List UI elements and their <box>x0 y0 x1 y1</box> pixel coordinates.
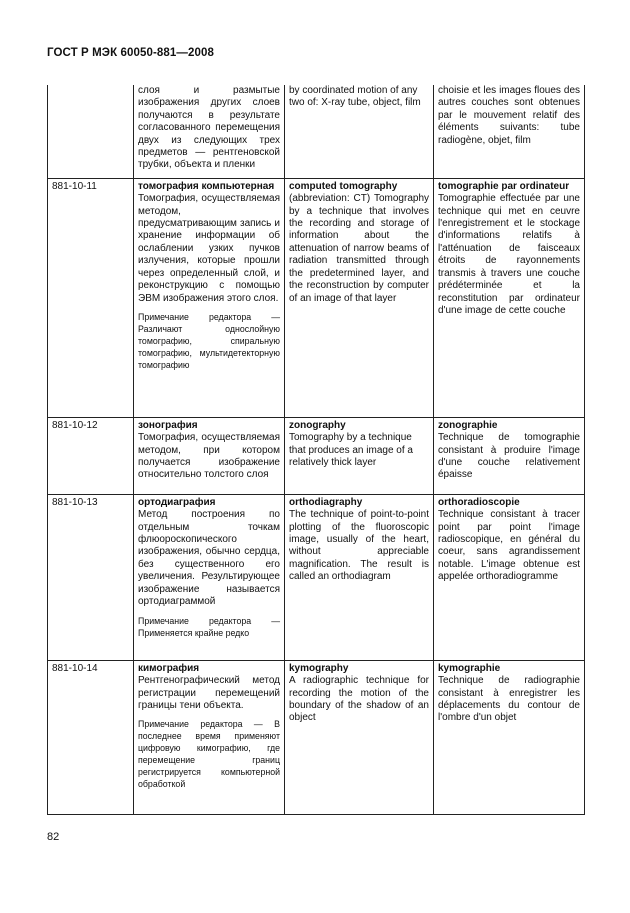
editor-note: Примечание редактора — Различают однослойную томографию, спиральную томографию, мультидетекторную томографию <box>138 311 280 370</box>
ru-cell <box>134 417 285 494</box>
term-ru: кимография <box>138 662 200 674</box>
editor-note: Примечание редактора — Применяется крайне редко <box>138 615 280 638</box>
ru-cell <box>134 494 285 660</box>
table-row <box>48 494 585 660</box>
fr-cell <box>434 417 585 494</box>
table-row <box>48 178 585 417</box>
definition-en: A radiographic technique for recording the motion of the boundary of the shadow of an object <box>289 675 429 724</box>
definition-fr: Technique de tomographie consistant à produire l'image d'une couche relativement épaisse <box>438 432 580 481</box>
term-en: computed tomography <box>289 180 398 192</box>
definition-fr: Tomographie effectuée par une technique qui met en ceuvre l'enregistrement et le stockage d'informations relatifs à l'atténuation de faisceaux étroits de rayonnements transmis à travers une couche prédéterminée et la reconstitution par ordinateur d'une image de cette couche <box>438 193 580 316</box>
definition-fr: choisie et les images floues des autres couches sont obtenues par le mouvement relatif des éléments suivants: tube radiogène, objet, film <box>438 85 580 146</box>
term-ru: зонография <box>138 419 198 431</box>
fr-cell <box>434 660 585 814</box>
definition-en: Tomography by a technique that produces an image of a relatively thick layer <box>289 432 413 469</box>
page-header: ГОСТ Р МЭК 60050-881—2008 <box>47 47 214 59</box>
definition-fr: Technique consistant à tracer point par point l'image radioscopique, en général du coeur, sans agrandissement notable. L'image obtenue est appelée orthoradiogramme <box>438 509 580 583</box>
fr-cell <box>434 494 585 660</box>
term-en: orthodiagraphy <box>289 496 363 508</box>
definition-ru: Рентгенографический метод регистрации перемещений границы тени объекта. <box>138 675 280 712</box>
definition-fr: Technique de radiographie consistant à enregistrer les déplacements du contour de l'ombre d'un objet <box>438 675 580 724</box>
page-number: 82 <box>47 831 60 843</box>
en-cell <box>285 494 434 660</box>
en-cell <box>285 178 434 417</box>
term-fr: zonographie <box>438 419 498 431</box>
term-ru: томография компьютерная <box>138 180 275 192</box>
term-number: 881-10-14 <box>48 660 134 814</box>
table-row <box>48 417 585 494</box>
definition-ru: слоя и размытые изображения других слоев получаются в результате согласованного перемещения двух из следующих трех предметов — рентгеновской трубки, объекта и пленки <box>138 85 280 171</box>
definition-ru: Метод построения по отдельным точкам флюороскопического изображения, обычно сердца, без существенного его увеличения. Результирующее изображение называется ортодиаграммой <box>138 509 280 608</box>
term-number: 881-10-12 <box>48 417 134 494</box>
terms-table <box>47 85 585 815</box>
ru-cell <box>134 178 285 417</box>
table-row <box>48 660 585 814</box>
definition-en: The technique of point-to-point plotting of the fluoroscopic image, usually of the heart, without appreciable magnification. The result is called an orthodiagram <box>289 509 429 583</box>
table-row-continuation <box>48 85 585 178</box>
definition-ru: Томография, осуществляемая методом, при котором получается изображение относительно толстого слоя <box>138 432 280 481</box>
continuation-ru-cell <box>134 85 285 178</box>
term-fr: kymographie <box>438 662 501 674</box>
ru-cell <box>134 660 285 814</box>
term-en: kymography <box>289 662 349 674</box>
editor-note: Примечание редактора — В последнее время применяют цифровую кимографию, где перемещение границ регистрируется компьютерной обработкой <box>138 719 280 790</box>
term-ru: ортодиаграфия <box>138 496 216 508</box>
term-number: 881-10-13 <box>48 494 134 660</box>
fr-cell <box>434 178 585 417</box>
continuation-fr-cell <box>434 85 585 178</box>
definition-ru: Томография, осуществляемая методом, предусматривающим запись и хранение информации об ослаблении узких пучков излучения, которые прошли через определенный слой, и реконструкцию с помощью ЭВМ изображения этого слоя. <box>138 193 280 304</box>
definition-en: by coordinated motion of any two of: X-ray tube, object, film <box>289 85 421 109</box>
term-number: 881-10-11 <box>48 178 134 417</box>
term-fr: orthoradioscopie <box>438 496 520 508</box>
continuation-en-cell <box>285 85 434 178</box>
term-en: zonography <box>289 419 346 431</box>
term-fr: tomographie par ordinateur <box>438 180 570 192</box>
definition-en: (abbreviation: CT) Tomography by a technique that involves the recording and storage of information about the attenuation of narrow beams of radiation transmitted through the predetermined layer, and the reconstruction by computer of an image of that layer <box>289 193 429 304</box>
en-cell <box>285 660 434 814</box>
en-cell <box>285 417 434 494</box>
continuation-num-cell <box>48 85 134 178</box>
